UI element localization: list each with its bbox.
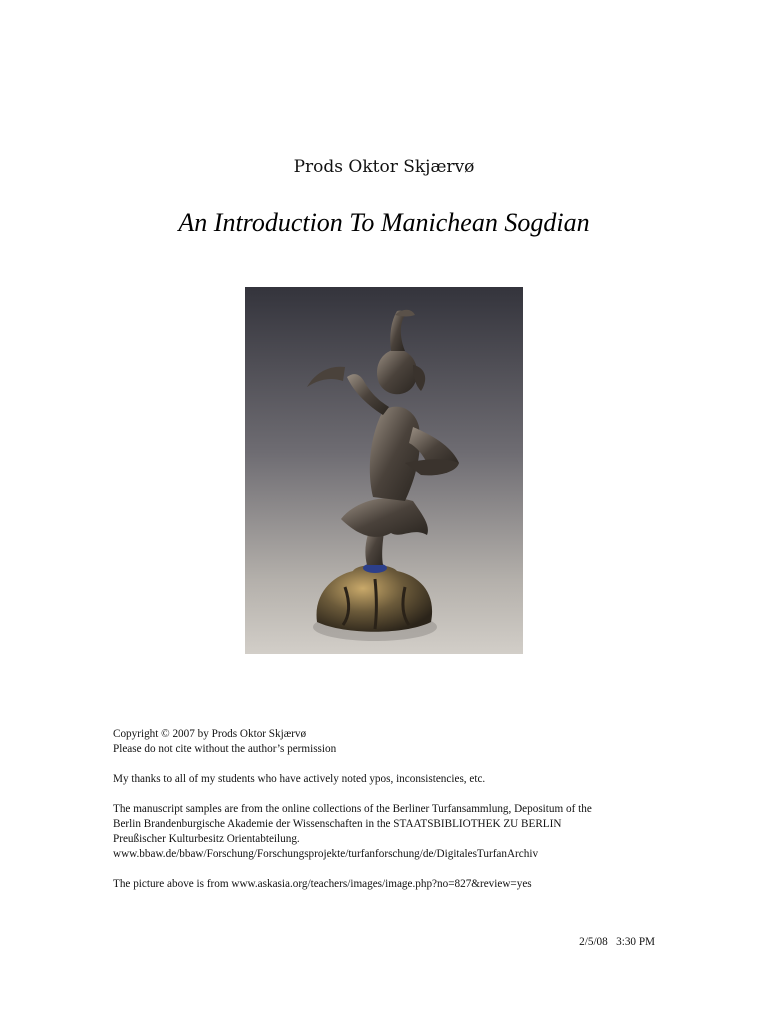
citation-notice: Please do not cite without the author’s permission	[113, 743, 337, 755]
document-title: An Introduction To Manichean Sogdian	[178, 208, 590, 237]
samples-paragraph	[113, 802, 673, 862]
picture-credit-paragraph	[113, 877, 673, 892]
front-matter-notes	[113, 727, 673, 907]
cover-photo	[245, 287, 523, 654]
thanks-paragraph	[113, 772, 673, 787]
samples-text-line: Berlin Brandenburgische Akademie der Wissenschaften in the STAATSBIBLIOTHEK ZU BERLIN	[113, 818, 562, 830]
samples-text-line: The manuscript samples are from the online collections of the Berliner Turfansammlung, Depositum of the	[113, 803, 592, 815]
datestamp: 2/5/08 3:30 PM	[579, 936, 655, 948]
picture-credit: The picture above is from www.askasia.org/teachers/images/image.php?no=827&review=yes	[113, 878, 532, 890]
copyright-block	[113, 727, 673, 757]
copyright-line: Copyright © 2007 by Prods Oktor Skjærvø	[113, 728, 307, 740]
samples-text-line: Preußischer Kulturbesitz Orientabteilung.	[113, 833, 300, 845]
author-name: Prods Oktor Skjærvø	[293, 157, 475, 177]
thanks-text: My thanks to all of my students who have actively noted ypos, inconsistencies, etc.	[113, 773, 486, 785]
samples-url: www.bbaw.de/bbaw/Forschung/Forschungsprojekte/turfanforschung/de/DigitalesTurfanArchiv	[113, 848, 539, 860]
